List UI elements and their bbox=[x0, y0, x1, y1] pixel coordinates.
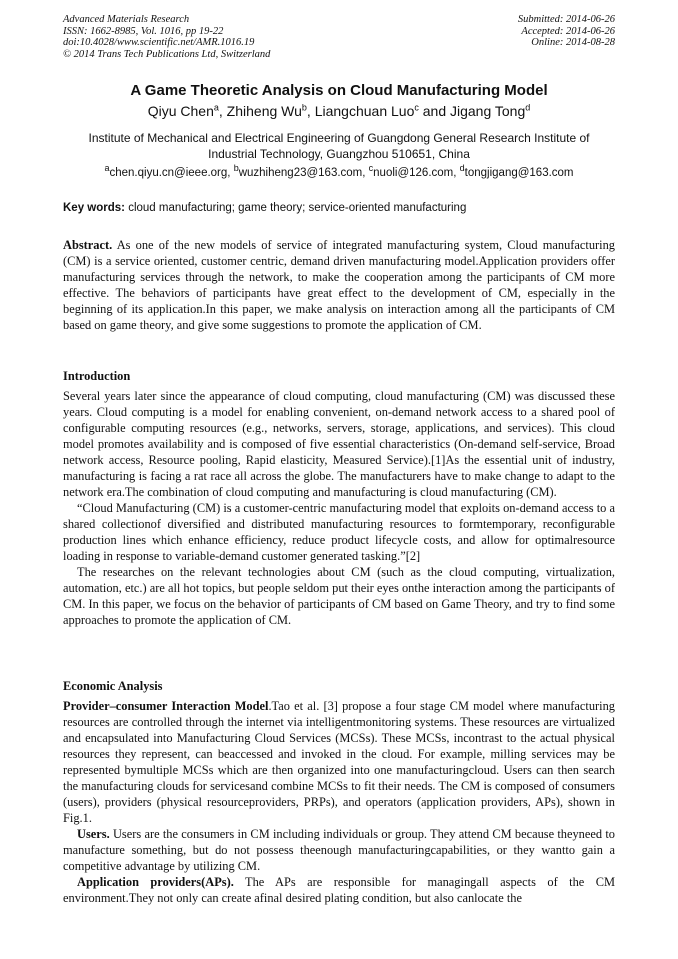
email-sup: b bbox=[233, 163, 239, 174]
paragraph-lead: Application providers(APs). bbox=[77, 875, 234, 889]
keywords bbox=[63, 202, 623, 214]
keywords-label: Key words: bbox=[63, 202, 125, 214]
email-sup: a bbox=[104, 163, 110, 174]
doi: doi:10.4028/www.scientific.net/AMR.1016.19 bbox=[63, 37, 255, 48]
economic-analysis-body bbox=[63, 698, 615, 906]
publication-dates bbox=[518, 14, 615, 49]
author: Qiyu Chen bbox=[147, 103, 214, 119]
section-heading-economic-analysis: Economic Analysis bbox=[63, 679, 163, 693]
author-list bbox=[0, 103, 678, 119]
section-heading-introduction: Introduction bbox=[63, 369, 131, 383]
abstract-text: As one of the new models of service of integrated manufacturing system, Cloud manufacturing (CM) is a service oriented, customer centric, demand driven manufacturing model.Application providers offer manufacturing services through the network, to make the cooperation among the participants of CM more effective. The behaviors of participants have great effect to the development of CM, especially in the beginning of its application.In this paper, we make analysis on interaction among all the participants of CM based on game theory, and give some suggestions to promote the application of CM. bbox=[63, 238, 615, 332]
email-list bbox=[0, 163, 678, 179]
author: , Liangchuan Luo bbox=[306, 103, 415, 119]
keywords-text: cloud manufacturing; game theory; service-oriented manufacturing bbox=[125, 202, 467, 214]
abstract bbox=[63, 237, 615, 333]
email: nuoli@126.com, bbox=[373, 167, 460, 179]
journal-info bbox=[63, 14, 270, 60]
email: wuzhiheng23@163.com, bbox=[238, 167, 369, 179]
submitted-date: Submitted: 2014-06-26 bbox=[517, 14, 615, 25]
online-date: Online: 2014-08-28 bbox=[531, 37, 615, 48]
accepted-date: Accepted: 2014-06-26 bbox=[521, 25, 615, 37]
email-sup: d bbox=[459, 163, 465, 174]
author-sup: a bbox=[213, 102, 219, 113]
author-sup: c bbox=[414, 102, 419, 113]
author: , Zhiheng Wu bbox=[218, 103, 302, 119]
paragraph bbox=[63, 826, 615, 874]
journal-name: Advanced Materials Research bbox=[63, 14, 190, 25]
author: and Jigang Tong bbox=[418, 103, 526, 119]
paragraph: Several years later since the appearance of cloud computing, cloud manufacturing (CM) was discussed these years. Cloud computing is a model for enabling convenient, on-demand network access to a shared pool of configurable computing resources (e.g., networks, servers, storage, applications, and services). This cloud model promotes availability and is composed of five essential characteristics (On-demand self-service, Broad network access, Resource pooling, Rapid elasticity, Measured Service).[1]As the essential unit of industry, manufacturing is facing a rat race all across the globe. The manufacturers have to make change to adapt to the network era.The combination of cloud computing and manufacturing is cloud manufacturing (CM). bbox=[63, 389, 615, 499]
author-sup: b bbox=[301, 102, 307, 113]
email-sup: c bbox=[368, 163, 374, 174]
paragraph: “Cloud Manufacturing (CM) is a customer-centric manufacturing model that exploits on-demand access to a shared collectionof diversified and distributed manufacturing resources to formtemporary, reconfigurable production lines which enhance efficiency, reduce product lifecycle costs, and allow for optimalresource loading in response to variable-demand customer generated tasking.”[2] bbox=[63, 501, 615, 563]
email: chen.qiyu.cn@ieee.org, bbox=[109, 167, 234, 179]
affiliation: Institute of Mechanical and Electrical Engineering of Guangdong General Research Institute of Industrial Technology, Guangzhou 510651, China bbox=[88, 131, 590, 161]
paragraph-lead: Provider–consumer Interaction Model bbox=[63, 699, 269, 713]
paragraph-text: Users are the consumers in CM including individuals or group. They attend CM because theyneed to manufacture something, but do not possess theenough manufacturingcapabilities, or they wantto gain a competitive advantage by utilizing CM. bbox=[63, 827, 615, 873]
paragraph-lead: Users. bbox=[77, 827, 110, 841]
introduction-body bbox=[63, 388, 615, 628]
paragraph bbox=[63, 874, 615, 906]
paragraph-text: The APs are responsible for managingall aspects of the CM environment.They not only can create afinal desired plating condition, but also canlocate the bbox=[63, 875, 615, 905]
author-sup: d bbox=[525, 102, 531, 113]
paragraph bbox=[63, 698, 615, 826]
paragraph-text: .Tao et al. [3] propose a four stage CM model where manufacturing resources are controlled through the internet via intelligentmonitoring systems. These resources are virtualized and encapsulated into Manufacturing Cloud Services (MCSs). These MCSs, incontrast to the actual physical resources they represent, can beaccessed and invoked in the cloud. For example, milling services may be represented bymultiple MCSs which are then organized into one manufacturingcloud. Users can then search the manufacturing clouds for servicesand combine MCSs to fit their needs. The CM is composed of consumers (users), providers (physical resourceproviders, PRPs), and operators (application providers, APs), shown in Fig.1. bbox=[63, 699, 616, 825]
issn: ISSN: 1662-8985, Vol. 1016, pp 19-22 bbox=[63, 25, 224, 37]
paper-title: A Game Theoretic Analysis on Cloud Manufacturing Model bbox=[130, 82, 548, 99]
paragraph: The researches on the relevant technologies about CM (such as the cloud computing, virtualization, automation, etc.) are all hot topics, but people seldom put their eyes onthe interaction among the participants of CM. In this paper, we focus on the behavior of participants of CM based on Game Theory, and try to find some approaches to promote the application of CM. bbox=[63, 565, 615, 627]
abstract-label: Abstract. bbox=[63, 238, 113, 252]
copyright: © 2014 Trans Tech Publications Ltd, Switzerland bbox=[63, 48, 271, 60]
email: tongjigang@163.com bbox=[464, 167, 574, 179]
